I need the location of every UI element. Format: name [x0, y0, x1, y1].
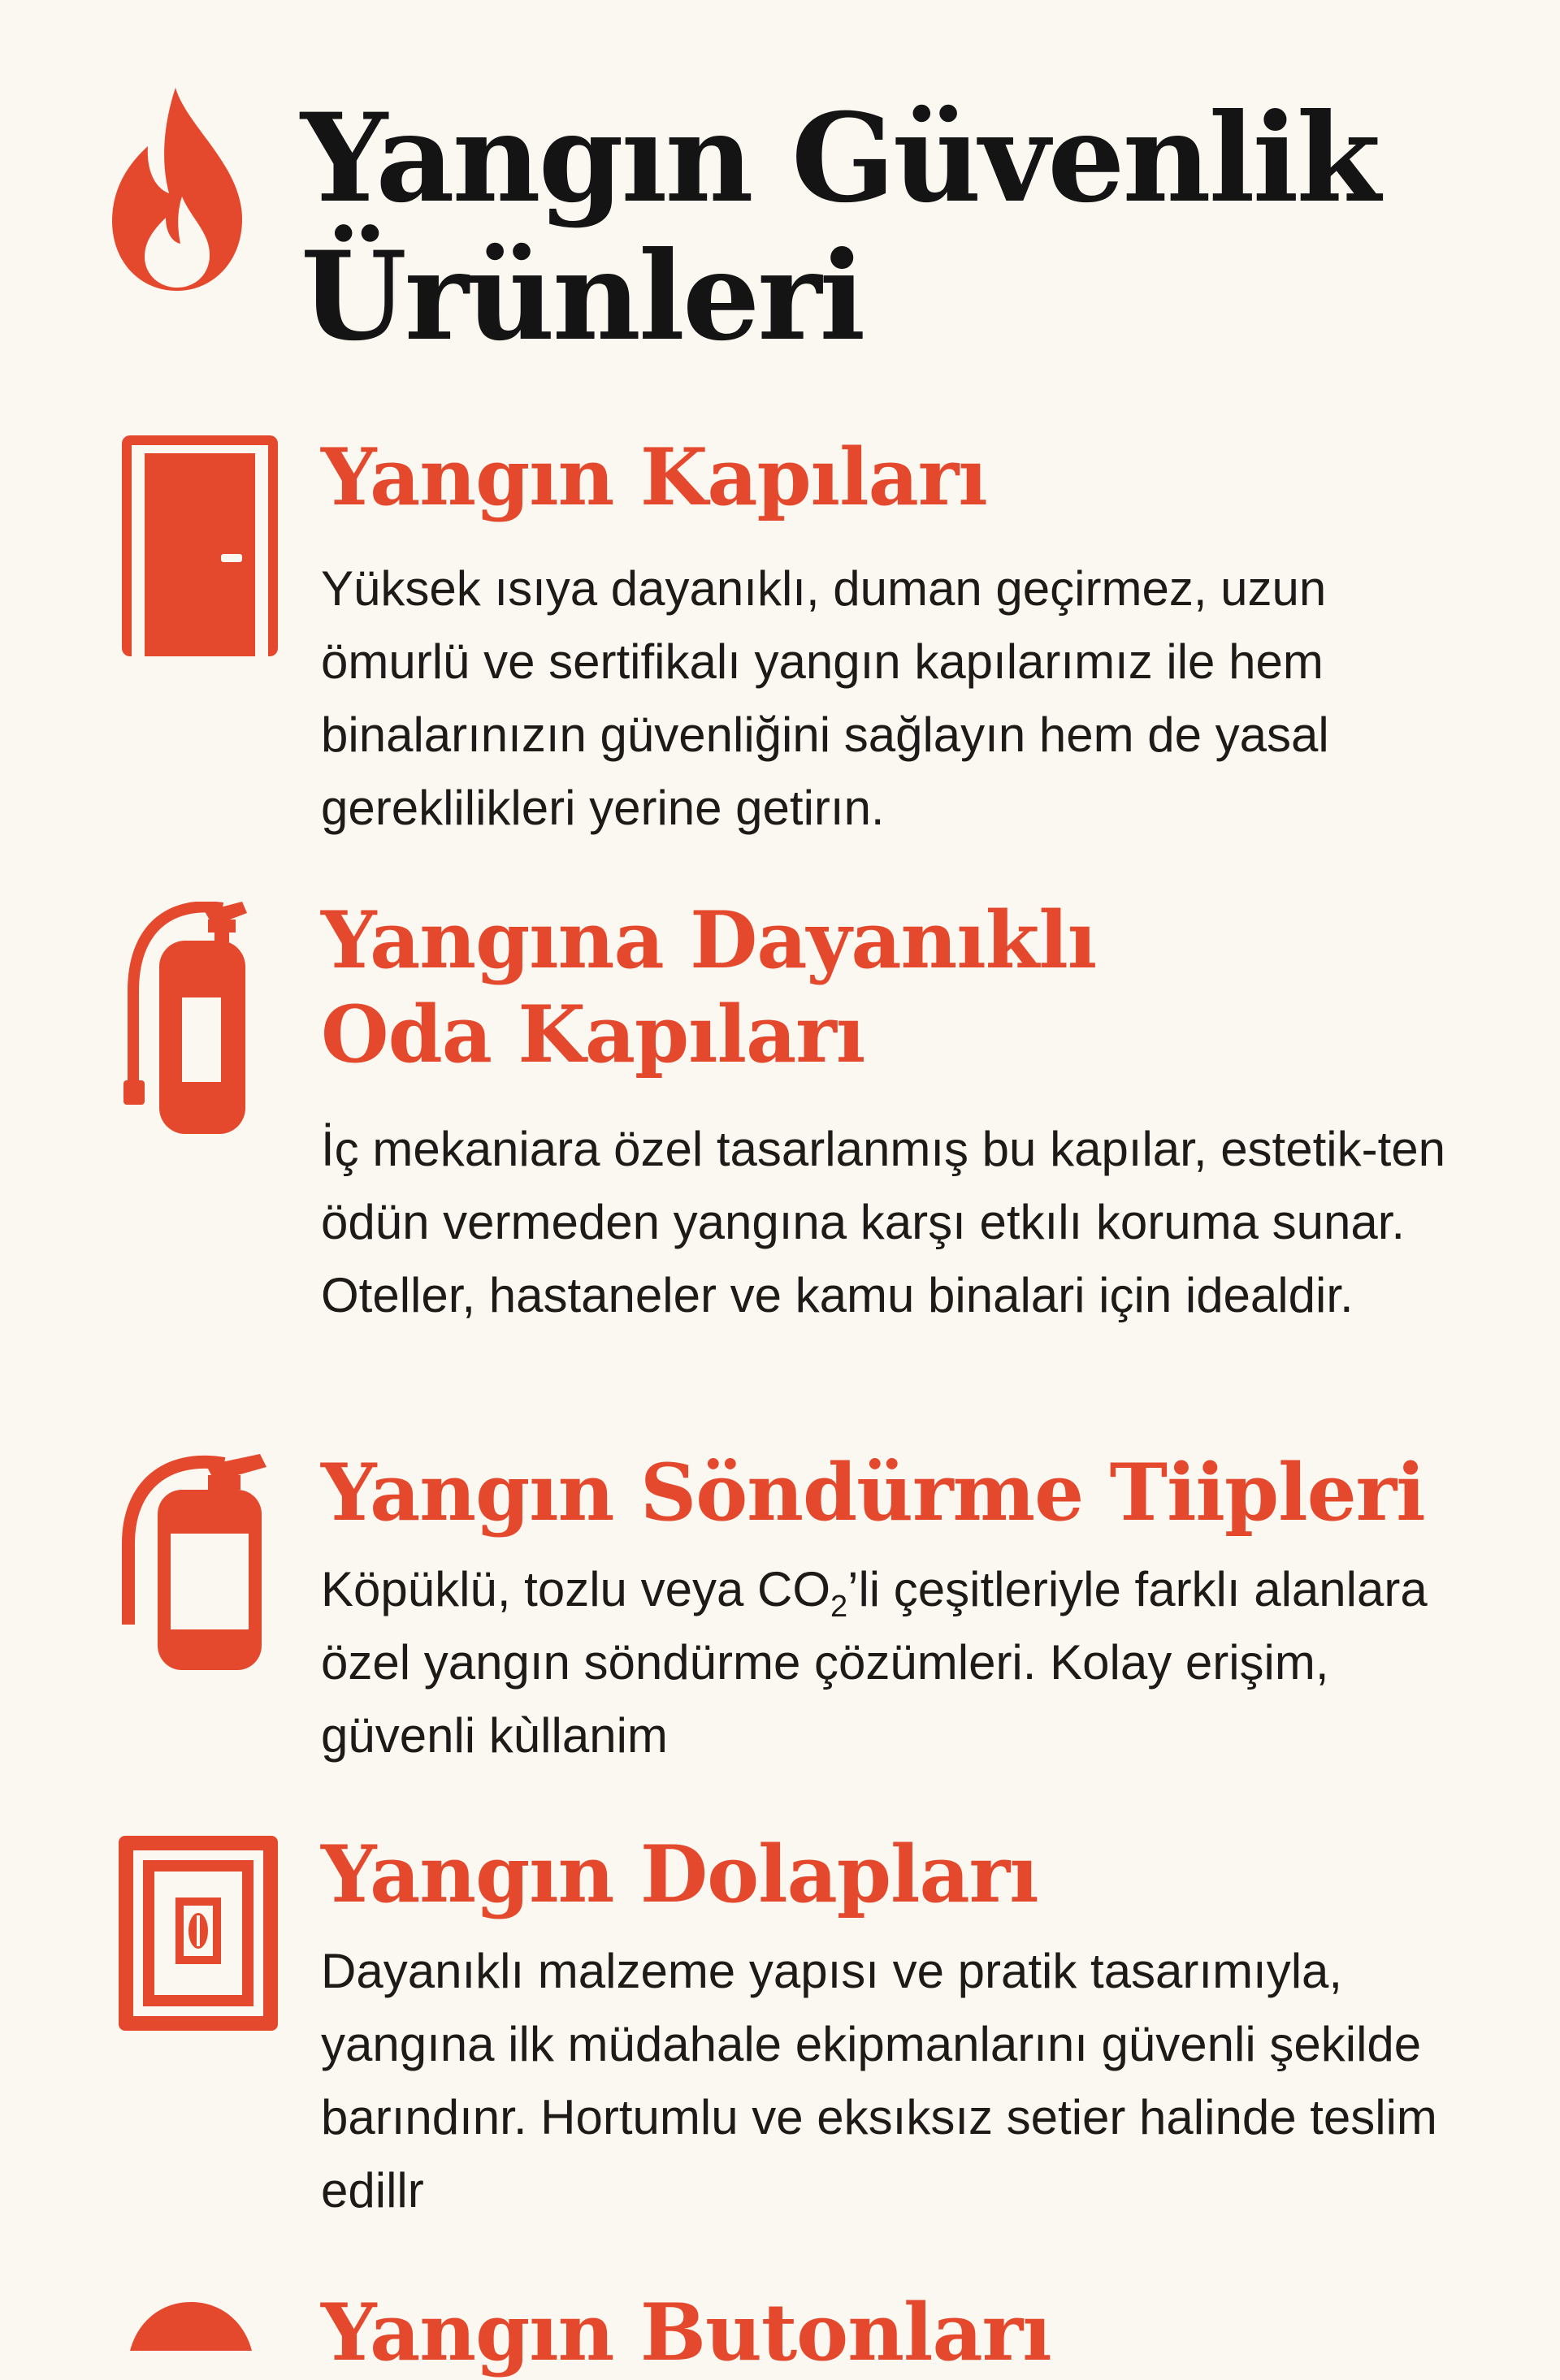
- fire-cabinet-icon: [119, 1836, 278, 2031]
- title-line-1: Yangın Güvenlik: [301, 87, 1379, 230]
- page-title: [301, 89, 1519, 366]
- title-line-2: Ürünleri: [301, 225, 864, 368]
- section-title: Yangın Kapıları: [321, 431, 987, 523]
- section-description: Yüksek ısıya dayanıklı, duman geçirmez, uzun ömurlü ve sertifikalı yangın kapılarımız ile hem binalarınızın güvenliğini sağlayın hem de yasal gereklilikleri yerine getirın.: [321, 561, 1329, 835]
- fire-button-icon: [130, 2302, 252, 2351]
- section-title-line-2: Oda Kapıları: [321, 989, 865, 1080]
- page-header: [0, 0, 1560, 390]
- section-description: Dayanıklı malzeme yapısı ve pratik tasarımıyla, yangına ilk müdahale ekipmanlarını güvenli şekilde barındınr. Hortumlu ve eksıksız setier halinde teslim edillr: [321, 1944, 1437, 2218]
- description-part-2: ’li çeşitleriyle farklı alanlara özel yangın söndürme çözümleri. Kolay erişim, güvenli kùllanim: [321, 1562, 1428, 1763]
- description-part-1: Köpüklü, tozlu veya CO: [321, 1562, 830, 1616]
- door-icon: [122, 435, 278, 656]
- section-title: Yangın Butonları: [321, 2287, 1051, 2378]
- flame-icon: [112, 88, 242, 291]
- fire-extinguisher-icon: [120, 902, 260, 1137]
- section-title: Yangın Söndürme Tiipleri: [321, 1447, 1425, 1538]
- fire-extinguisher-icon: [117, 1454, 273, 1673]
- section-description: İç mekaniara özel tasarlanmış bu kapılar, estetik-ten ödün vermeden yangına karşı etkılı koruma sunar. Oteller, hastaneler ve kamu binalari için idealdir.: [321, 1122, 1445, 1322]
- section-description: [321, 1553, 1458, 1772]
- section-title-line-1: Yangına Dayanıklı: [321, 894, 1097, 986]
- section-title: Yangın Dolapları: [321, 1828, 1038, 1920]
- section-title: [321, 894, 1523, 1082]
- co2-subscript: 2: [830, 1590, 848, 1624]
